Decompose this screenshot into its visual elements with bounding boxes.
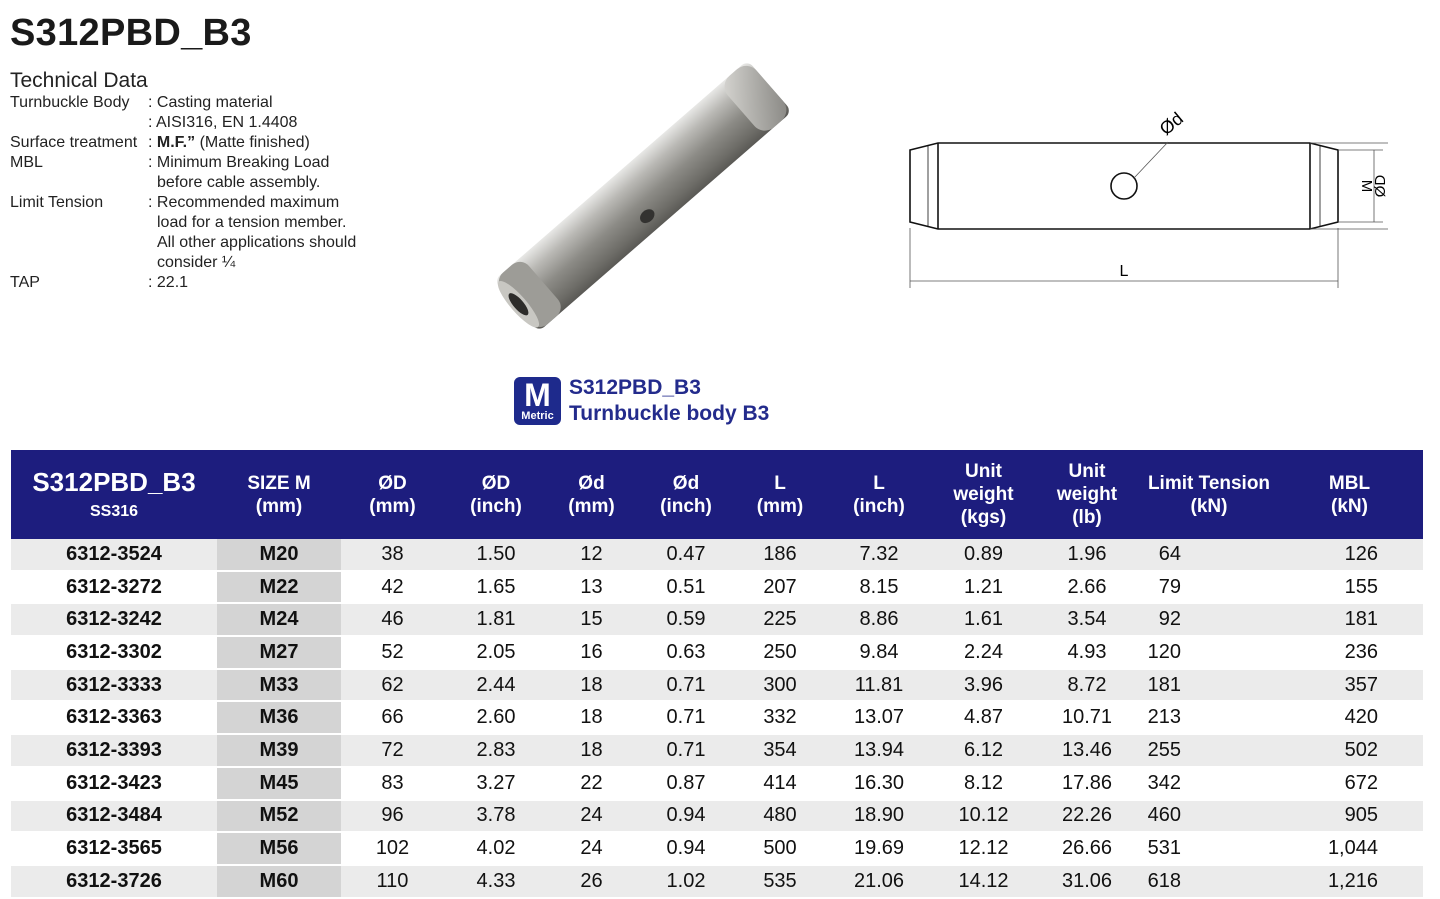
metric-icon-label: Metric — [521, 409, 554, 422]
part-number-cell: 6312-3393 — [11, 734, 217, 767]
size-cell: M52 — [217, 800, 341, 833]
column-header — [935, 450, 1032, 539]
od-inch-cell: 4.33 — [444, 865, 548, 898]
mbl-cell: 155 — [1276, 571, 1423, 604]
column-header-line: weight — [1056, 484, 1118, 505]
od-inch-cell: 1.50 — [444, 539, 548, 571]
mbl-cell: 502 — [1276, 734, 1423, 767]
od-mm-cell: 72 — [341, 734, 444, 767]
hole-mm-cell: 13 — [548, 571, 635, 604]
product-photo — [468, 62, 818, 330]
size-cell: M39 — [217, 734, 341, 767]
length-inch-cell: 7.32 — [823, 539, 935, 571]
column-header-line: ØD — [378, 472, 407, 494]
od-mm-cell: 102 — [341, 832, 444, 865]
table-row — [11, 800, 1423, 833]
spec-table — [11, 450, 1423, 899]
od-inch-cell: 1.65 — [444, 571, 548, 604]
table-row — [11, 865, 1423, 898]
length-inch-cell: 8.15 — [823, 571, 935, 604]
size-cell: M36 — [217, 701, 341, 734]
hole-mm-cell: 16 — [548, 636, 635, 669]
weight-lb-cell: 17.86 — [1032, 767, 1142, 800]
dim-label-D: ØD — [1372, 174, 1389, 198]
hole-mm-cell: 18 — [548, 701, 635, 734]
limit-tension-cell: 79 — [1142, 571, 1276, 604]
dim-label-M: M — [1358, 179, 1375, 193]
size-cell: M60 — [217, 865, 341, 898]
limit-tension-cell: 460 — [1142, 800, 1276, 833]
spec-colon: : — [148, 134, 153, 151]
length-mm-cell: 250 — [737, 636, 823, 669]
badge-line-model: S312PBD_B3 — [569, 376, 701, 399]
weight-lb-cell: 2.66 — [1032, 571, 1142, 604]
spec-label: MBL — [10, 154, 43, 171]
od-inch-cell: 4.02 — [444, 832, 548, 865]
column-header-line: Ød — [672, 472, 700, 494]
part-number-cell: 6312-3484 — [11, 800, 217, 833]
spec-value — [148, 93, 388, 133]
column-header-line: Unit — [965, 461, 1002, 482]
length-inch-cell: 19.69 — [823, 832, 935, 865]
spec-line: : Casting material — [148, 94, 273, 111]
weight-kg-cell: 10.12 — [935, 800, 1032, 833]
size-cell: M27 — [217, 636, 341, 669]
weight-kg-cell: 0.89 — [935, 539, 1032, 571]
hole-inch-cell: 0.59 — [635, 603, 737, 636]
column-header — [341, 450, 444, 539]
hole-inch-cell: 0.94 — [635, 832, 737, 865]
hole-inch-cell: 0.71 — [635, 734, 737, 767]
length-inch-cell: 11.81 — [823, 669, 935, 702]
length-mm-cell: 332 — [737, 701, 823, 734]
spec-label: Surface treatment — [10, 134, 138, 151]
limit-tension-cell: 92 — [1142, 603, 1276, 636]
od-mm-cell: 83 — [341, 767, 444, 800]
part-number-cell: 6312-3726 — [11, 865, 217, 898]
od-inch-cell: 2.44 — [444, 669, 548, 702]
spec-rest: (Matte finished) — [195, 134, 310, 151]
spec-label: Turnbuckle Body — [10, 94, 130, 111]
size-cell: M33 — [217, 669, 341, 702]
spec-value — [148, 193, 388, 273]
column-header-line: Unit — [1068, 461, 1106, 482]
part-number-cell: 6312-3565 — [11, 832, 217, 865]
part-number-cell: 6312-3272 — [11, 571, 217, 604]
table-header-row — [11, 450, 1423, 539]
table-row — [11, 571, 1423, 604]
column-header-line: (kgs) — [960, 507, 1007, 528]
hole-mm-cell: 12 — [548, 539, 635, 571]
hole-inch-cell: 0.51 — [635, 571, 737, 604]
weight-kg-cell: 4.87 — [935, 701, 1032, 734]
mbl-cell: 126 — [1276, 539, 1423, 571]
spec-row-surface — [10, 133, 388, 153]
column-header — [823, 450, 935, 539]
spec-line: : 22.1 — [148, 274, 189, 291]
hole-inch-cell: 0.63 — [635, 636, 737, 669]
spec-line: : Minimum Breaking Load — [148, 154, 330, 171]
hole-inch-cell: 0.87 — [635, 767, 737, 800]
column-header — [635, 450, 737, 539]
mbl-cell: 236 — [1276, 636, 1423, 669]
hole-mm-cell: 18 — [548, 734, 635, 767]
header-model-label: S312PBD_B3 — [32, 466, 196, 497]
weight-kg-cell: 1.61 — [935, 603, 1032, 636]
hole-mm-cell: 24 — [548, 832, 635, 865]
technical-data-list — [10, 93, 388, 293]
weight-kg-cell: 1.21 — [935, 571, 1032, 604]
spec-line: before cable assembly. — [157, 174, 321, 191]
limit-tension-cell: 342 — [1142, 767, 1276, 800]
weight-lb-cell: 31.06 — [1032, 865, 1142, 898]
od-mm-cell: 42 — [341, 571, 444, 604]
spec-value — [148, 133, 388, 153]
length-inch-cell: 8.86 — [823, 603, 935, 636]
column-header-line: L — [774, 472, 786, 494]
page-title: S312PBD_B3 — [10, 12, 252, 54]
column-header-line: (mm) — [369, 495, 416, 517]
od-mm-cell: 38 — [341, 539, 444, 571]
hole-mm-cell: 15 — [548, 603, 635, 636]
part-number-cell: 6312-3524 — [11, 539, 217, 571]
column-header — [1032, 450, 1142, 539]
od-mm-cell: 62 — [341, 669, 444, 702]
spec-line: : AISI316, EN 1.4408 — [148, 114, 298, 131]
length-inch-cell: 18.90 — [823, 800, 935, 833]
length-inch-cell: 13.94 — [823, 734, 935, 767]
size-cell: M56 — [217, 832, 341, 865]
spec-value — [148, 273, 388, 293]
od-mm-cell: 96 — [341, 800, 444, 833]
column-header-line: SIZE M — [247, 472, 311, 494]
size-cell: M20 — [217, 539, 341, 571]
spec-line: load for a tension member. — [157, 214, 347, 231]
length-mm-cell: 414 — [737, 767, 823, 800]
column-header-line: (mm) — [756, 495, 804, 517]
column-header-line: MBL — [1328, 472, 1371, 494]
weight-kg-cell: 8.12 — [935, 767, 1032, 800]
column-header-line: (mm) — [255, 495, 303, 517]
spec-label: TAP — [10, 274, 40, 291]
weight-lb-cell: 26.66 — [1032, 832, 1142, 865]
table-body — [11, 539, 1423, 898]
weight-kg-cell: 6.12 — [935, 734, 1032, 767]
limit-tension-cell: 120 — [1142, 636, 1276, 669]
column-header — [1142, 450, 1276, 539]
table-row — [11, 539, 1423, 571]
header-model — [11, 450, 217, 539]
length-mm-cell: 500 — [737, 832, 823, 865]
length-mm-cell: 480 — [737, 800, 823, 833]
part-number-cell: 6312-3242 — [11, 603, 217, 636]
mbl-cell: 1,216 — [1276, 865, 1423, 898]
column-header-line: weight — [953, 484, 1014, 505]
od-inch-cell: 3.27 — [444, 767, 548, 800]
mbl-cell: 1,044 — [1276, 832, 1423, 865]
hole-inch-cell: 0.47 — [635, 539, 737, 571]
technical-drawing — [898, 108, 1389, 294]
spec-label: Limit Tension — [10, 194, 104, 211]
od-inch-cell: 3.78 — [444, 800, 548, 833]
weight-lb-cell: 1.96 — [1032, 539, 1142, 571]
column-header-line: ØD — [481, 472, 511, 494]
weight-lb-cell: 3.54 — [1032, 603, 1142, 636]
spec-line: consider ¼ — [157, 254, 236, 271]
length-inch-cell: 9.84 — [823, 636, 935, 669]
spec-row-mbl — [10, 153, 388, 193]
spec-row-body — [10, 93, 388, 133]
od-mm-cell: 66 — [341, 701, 444, 734]
hole-mm-cell: 22 — [548, 767, 635, 800]
weight-lb-cell: 10.71 — [1032, 701, 1142, 734]
weight-kg-cell: 12.12 — [935, 832, 1032, 865]
weight-lb-cell: 22.26 — [1032, 800, 1142, 833]
spec-bold: M.F.” — [156, 134, 196, 151]
column-header — [1276, 450, 1423, 539]
column-header-line: (kN) — [1331, 495, 1368, 517]
hole-mm-cell: 24 — [548, 800, 635, 833]
column-header-line: (inch) — [470, 495, 522, 517]
dim-label-L: L — [1119, 263, 1129, 280]
od-inch-cell: 1.81 — [444, 603, 548, 636]
size-cell: M45 — [217, 767, 341, 800]
length-inch-cell: 13.07 — [823, 701, 935, 734]
mbl-cell: 905 — [1276, 800, 1423, 833]
column-header — [444, 450, 548, 539]
limit-tension-cell: 531 — [1142, 832, 1276, 865]
limit-tension-cell: 181 — [1142, 669, 1276, 702]
limit-tension-cell: 618 — [1142, 865, 1276, 898]
column-header — [737, 450, 823, 539]
hole-inch-cell: 1.02 — [635, 865, 737, 898]
badge-line-name: Turnbuckle body B3 — [569, 402, 770, 425]
metric-icon — [514, 377, 561, 425]
limit-tension-cell: 213 — [1142, 701, 1276, 734]
table-row — [11, 636, 1423, 669]
length-inch-cell: 21.06 — [823, 865, 935, 898]
length-mm-cell: 535 — [737, 865, 823, 898]
weight-kg-cell: 14.12 — [935, 865, 1032, 898]
part-number-cell: 6312-3363 — [11, 701, 217, 734]
metric-badge — [514, 375, 769, 427]
hole-inch-cell: 0.94 — [635, 800, 737, 833]
hole-mm-cell: 26 — [548, 865, 635, 898]
length-mm-cell: 300 — [737, 669, 823, 702]
column-header-line: (inch) — [853, 495, 905, 517]
od-inch-cell: 2.83 — [444, 734, 548, 767]
table-row — [11, 734, 1423, 767]
table-row — [11, 669, 1423, 702]
mbl-cell: 181 — [1276, 603, 1423, 636]
weight-lb-cell: 8.72 — [1032, 669, 1142, 702]
table-row — [11, 603, 1423, 636]
badge-title — [569, 375, 769, 427]
column-header-line: (inch) — [660, 495, 712, 517]
table-row — [11, 832, 1423, 865]
column-header-line: (lb) — [1072, 507, 1102, 528]
weight-kg-cell: 2.24 — [935, 636, 1032, 669]
technical-data-heading: Technical Data — [10, 69, 148, 92]
limit-tension-cell: 64 — [1142, 539, 1276, 571]
spec-line: All other applications should — [157, 234, 357, 251]
size-cell: M22 — [217, 571, 341, 604]
metric-icon-letter: M — [524, 376, 551, 413]
length-mm-cell: 225 — [737, 603, 823, 636]
length-mm-cell: 354 — [737, 734, 823, 767]
od-mm-cell: 110 — [341, 865, 444, 898]
od-mm-cell: 46 — [341, 603, 444, 636]
length-mm-cell: 186 — [737, 539, 823, 571]
weight-lb-cell: 4.93 — [1032, 636, 1142, 669]
column-header-line: Limit Tension — [1147, 472, 1271, 494]
size-cell: M24 — [217, 603, 341, 636]
od-mm-cell: 52 — [341, 636, 444, 669]
table-row — [11, 767, 1423, 800]
mbl-cell: 672 — [1276, 767, 1423, 800]
hole-inch-cell: 0.71 — [635, 669, 737, 702]
column-header-line: Ød — [578, 472, 605, 494]
weight-kg-cell: 3.96 — [935, 669, 1032, 702]
column-header-line: (kN) — [1190, 495, 1228, 517]
length-inch-cell: 16.30 — [823, 767, 935, 800]
hole-mm-cell: 18 — [548, 669, 635, 702]
column-header — [217, 450, 341, 539]
column-header-line: (mm) — [568, 495, 615, 517]
part-number-cell: 6312-3302 — [11, 636, 217, 669]
dim-label-d: Ød — [1155, 108, 1187, 140]
spec-row-tap — [10, 273, 388, 293]
spec-value — [148, 153, 388, 193]
header-material-label: SS316 — [89, 502, 139, 520]
mbl-cell: 420 — [1276, 701, 1423, 734]
hole-inch-cell: 0.71 — [635, 701, 737, 734]
part-number-cell: 6312-3333 — [11, 669, 217, 702]
od-inch-cell: 2.05 — [444, 636, 548, 669]
spec-line: : Recommended maximum — [148, 194, 340, 211]
od-inch-cell: 2.60 — [444, 701, 548, 734]
limit-tension-cell: 255 — [1142, 734, 1276, 767]
part-number-cell: 6312-3423 — [11, 767, 217, 800]
mbl-cell: 357 — [1276, 669, 1423, 702]
table-row — [11, 701, 1423, 734]
spec-row-limit — [10, 193, 388, 273]
length-mm-cell: 207 — [737, 571, 823, 604]
weight-lb-cell: 13.46 — [1032, 734, 1142, 767]
column-header — [548, 450, 635, 539]
column-header-line: L — [873, 472, 885, 494]
